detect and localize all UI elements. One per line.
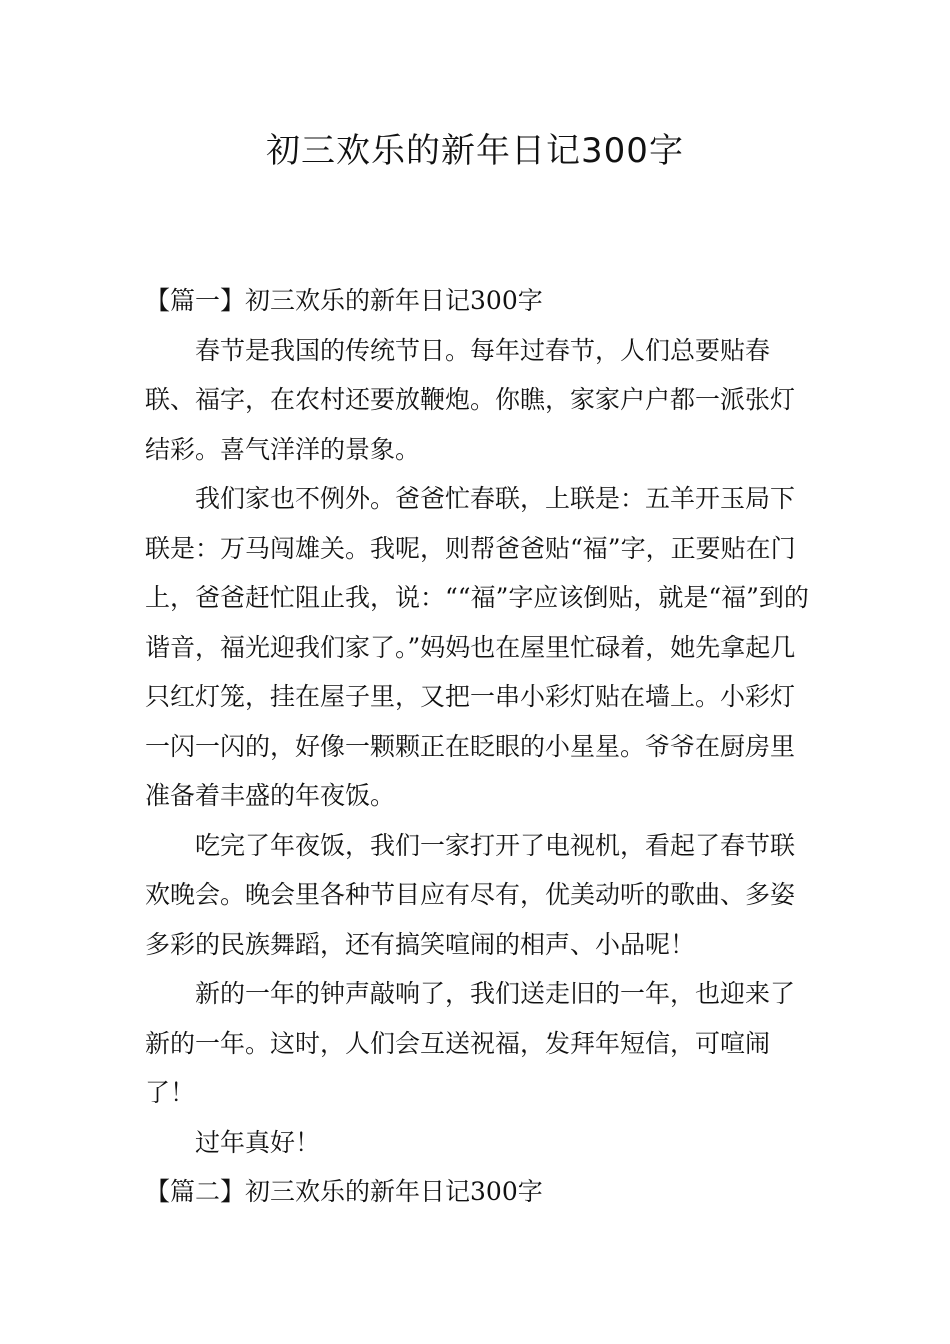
section-heading-1: 【篇一】初三欢乐的新年日记300字	[145, 286, 543, 315]
section-heading-2: 【篇二】初三欢乐的新年日记300字	[145, 1177, 543, 1206]
document-title: 初三欢乐的新年日记300字	[266, 131, 684, 171]
paragraph-4: 新的一年的钟声敲响了，我们送走旧的一年，也迎来了新的一年。这时，人们会互送祝福，发拜年短信，可喧闹了！	[145, 979, 796, 1107]
document-body	[145, 276, 809, 1217]
paragraph-1: 春节是我国的传统节日。每年过春节，人们总要贴春联、福字，在农村还要放鞭炮。你瞧，家家户户都一派张灯结彩。喜气洋洋的景象。	[145, 335, 796, 464]
paragraph-2: 我们家也不例外。爸爸忙春联，上联是：五羊开玉局下联是：万马闯雄关。我呢，则帮爸爸贴“福”字，正要贴在门上，爸爸赶忙阻止我，说：““福”字应该倒贴，就是“福”到的谐音，福光迎我们家了。”妈妈也在屋里忙碌着，她先拿起几只红灯笼，挂在屋子里，又把一串小彩灯贴在墙上。小彩灯一闪一闪的，好像一颗颗正在眨眼的小星星。爷爷在厨房里准备着丰盛的年夜饭。	[145, 484, 809, 810]
paragraph-5: 过年真好！	[195, 1127, 321, 1157]
paragraph-3: 吃完了年夜饭，我们一家打开了电视机，看起了春节联欢晚会。晚会里各种节目应有尽有，优美动听的歌曲、多姿多彩的民族舞蹈，还有搞笑喧闹的相声、小品呢！	[145, 830, 796, 959]
